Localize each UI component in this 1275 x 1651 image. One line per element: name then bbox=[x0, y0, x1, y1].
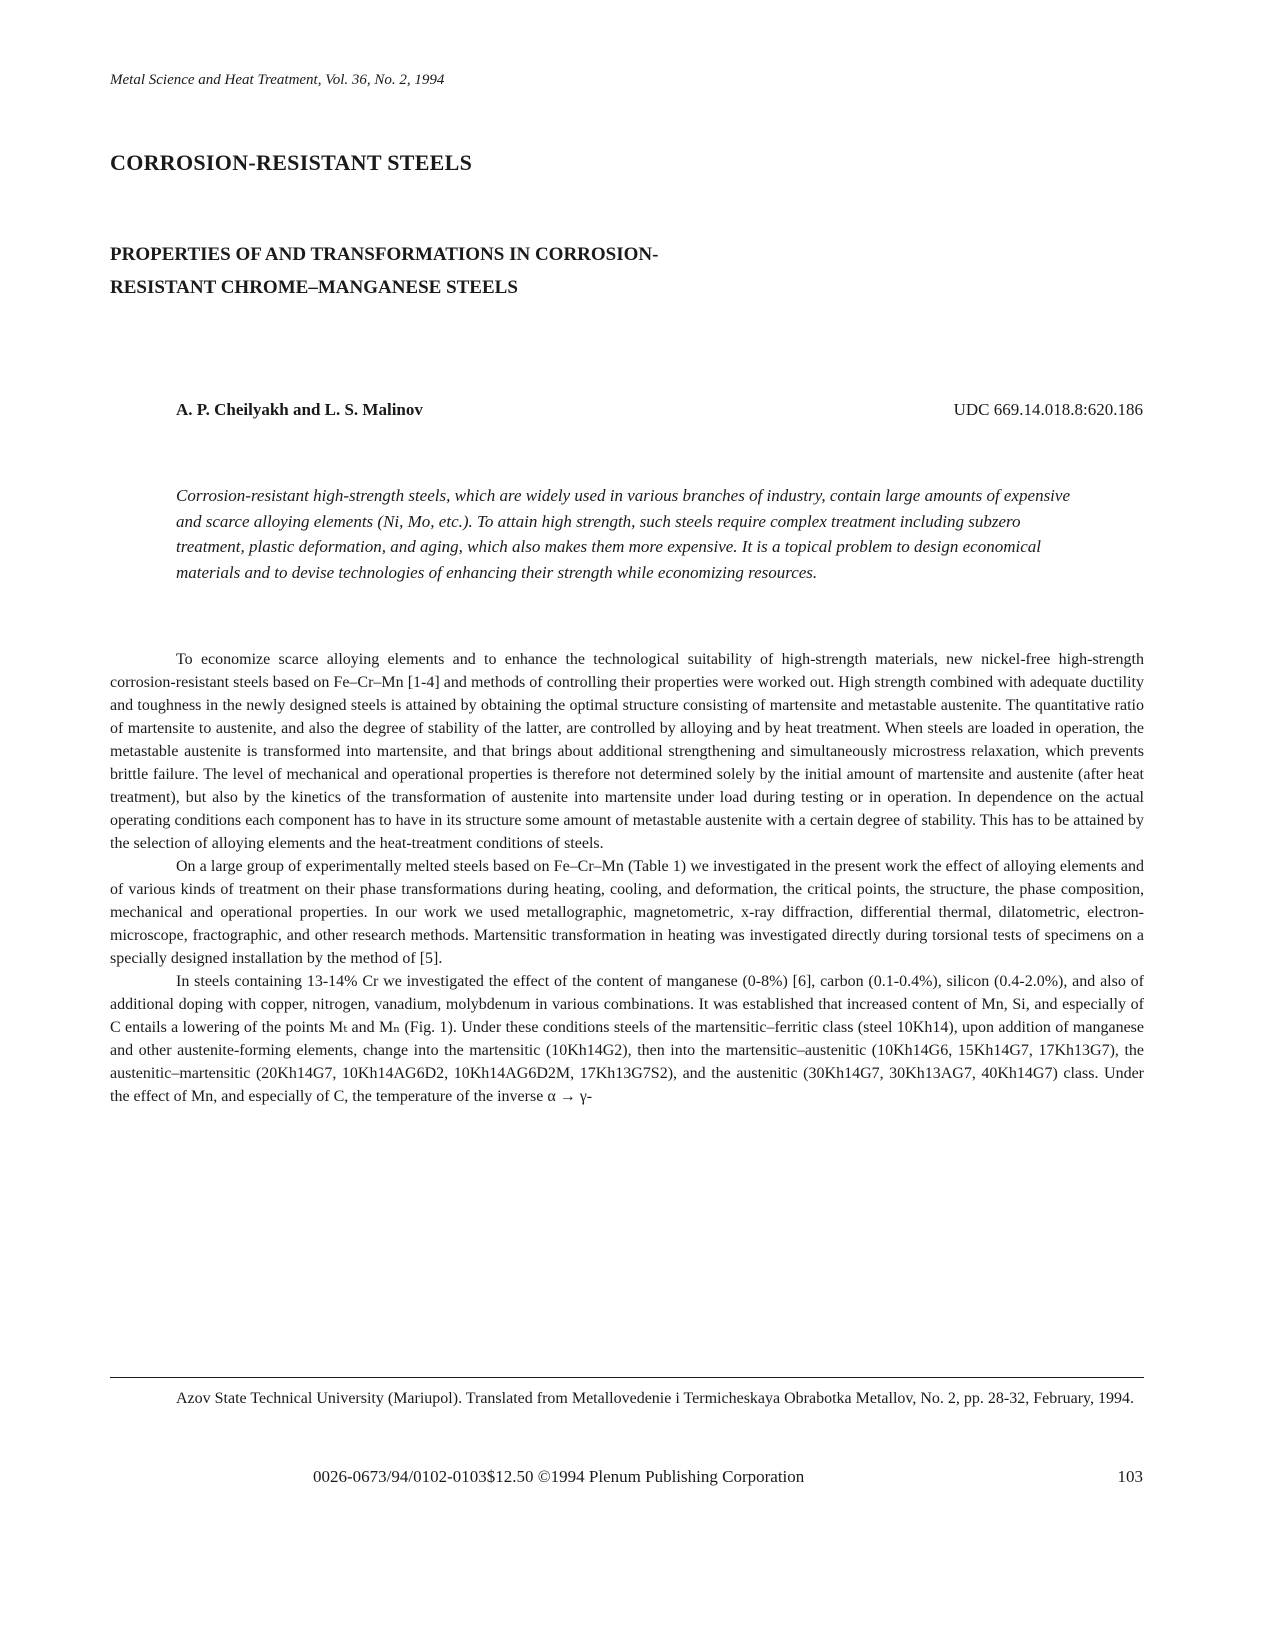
body-paragraph-3: In steels containing 13-14% Cr we investigated the effect of the content of manganese (0-8%) [6], carbon (0.1-0.4%), silicon (0.4-2.0%), and also of additional doping with copper, nitrogen, vanadium, molybdenum in various combinations. It was established that increased content of Mn, Si, and especially of C entails a lowering of the points Mₜ and Mₙ (Fig. 1). Under these conditions steels of the martensitic–ferritic class (steel 10Kh14), upon addition of manganese and other austenite-forming elements, change into the martensitic (10Kh14G2), then into the martensitic–austenitic (10Kh14G6, 15Kh14G7, 17Kh13G7), the austenitic–martensitic (20Kh14G7, 10Kh14AG6D2, 10Kh14AG6D2M, 17Kh13G7S2), and the austenitic (30Kh14G7, 30Kh13AG7, 40Kh14G7) class. Under the effect of Mn, and especially of C, the temperature of the inverse α → γ- bbox=[110, 973, 1144, 1105]
footnote: Azov State Technical University (Mariupol). Translated from Metallovedenie i Termicheskaya Obrabotka Metallov, No. 2, pp. 28-32, February, 1994. bbox=[176, 1390, 1134, 1407]
body-paragraph-1: To economize scarce alloying elements and to enhance the technological suitability of high-strength materials, new nickel-free high-strength corrosion-resistant steels based on Fe–Cr–Mn [1-4] and methods of controlling their properties were worked out. High strength combined with adequate ductility and toughness in the newly designed steels is attained by obtaining the optimal structure consisting of martensite and metastable austenite. The quantitative ratio of martensite to austenite, and also the degree of stability of the latter, are controlled by alloying and by heat treatment. When steels are loaded in operation, the metastable austenite is transformed into martensite, and that brings about additional strengthening and simultaneously microstress relaxation, which prevents brittle failure. The level of mechanical and operational properties is therefore not determined solely by the initial amount of martensite and austenite (after heat treatment), but also by the kinetics of the transformation of austenite into martensite under load during testing or in operation. In dependence on the actual operating conditions each component has to have in its structure some amount of metastable austenite with a certain degree of stability. This has to be attained by the selection of alloying elements and the heat-treatment conditions of steels. bbox=[110, 651, 1144, 852]
abstract: Corrosion-resistant high-strength steels, which are widely used in various branches of industry, contain large amounts of expensive and scarce alloying elements (Ni, Mo, etc.). To attain high strength, such steels require complex treatment including subzero treatment, plastic deformation, and aging, which also makes them more expensive. It is a topical problem to design economical materials and to devise technologies of enhancing their strength while economizing resources. bbox=[176, 486, 1070, 582]
article-title: PROPERTIES OF AND TRANSFORMATIONS IN CORROSION-RESISTANT CHROME–MANGANESE STEELS bbox=[110, 244, 659, 298]
footnote-divider bbox=[110, 1377, 1144, 1378]
page-number: 103 bbox=[1117, 1467, 1143, 1486]
authors: A. P. Cheilyakh and L. S. Malinov bbox=[176, 400, 423, 419]
section-title: CORROSION-RESISTANT STEELS bbox=[110, 150, 473, 175]
publication-code: 0026-0673/94/0102-0103$12.50 ©1994 Plenum Publishing Corporation bbox=[313, 1467, 805, 1486]
body-text bbox=[110, 648, 1144, 1108]
body-paragraph-2: On a large group of experimentally melted steels based on Fe–Cr–Mn (Table 1) we investigated in the present work the effect of alloying elements and of various kinds of treatment on their phase transformations during heating, cooling, and deformation, the critical points, the structure, the phase composition, mechanical and operational properties. In our work we used metallographic, magnetometric, x-ray diffraction, differential thermal, dilatometric, electron-microscope, fractographic, and other research methods. Martensitic transformation in heating was investigated directly during torsional tests of specimens on a specially designed installation by the method of [5]. bbox=[110, 858, 1144, 967]
udc-code: UDC 669.14.018.8:620.186 bbox=[953, 400, 1143, 419]
journal-header: Metal Science and Heat Treatment, Vol. 36, No. 2, 1994 bbox=[110, 72, 445, 88]
